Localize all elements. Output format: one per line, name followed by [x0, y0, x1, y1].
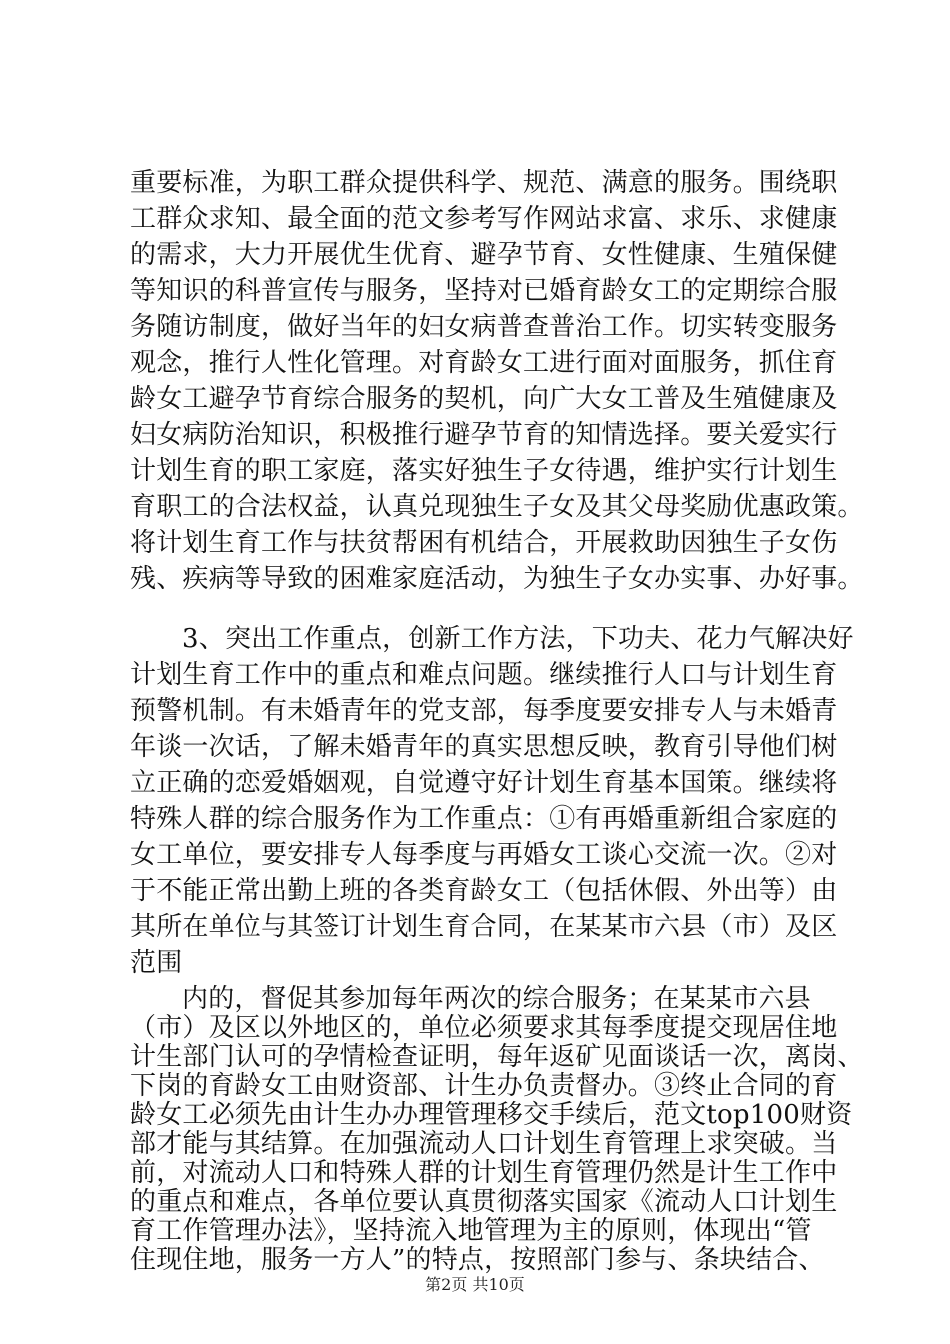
paragraph-line: 计生部门认可的孕情检查证明，每年返矿见面谈话一次，离岗、 [130, 1042, 864, 1072]
paragraph-line: 女工单位，要安排专人每季度与再婚女工谈心交流一次。②对 [130, 840, 838, 870]
page-footer: 第2页 共10页 [425, 1275, 525, 1294]
paragraph-line: 预警机制。有未婚青年的党支部，每季度要安排专人与未婚青 [130, 696, 838, 726]
paragraph-line: 将计划生育工作与扶贫帮困有机结合，开展救助因独生子女伤 [130, 528, 838, 558]
paragraph-line: 工群众求知、最全面的范文参考写作网站求富、求乐、求健康 [130, 204, 838, 234]
paragraph-line: 的需求，大力开展优生优育、避孕节育、女性健康、生殖保健 [130, 240, 838, 270]
paragraph-line: 计划生育的职工家庭，落实好独生子女待遇，维护实行计划生 [130, 456, 838, 486]
paragraph-line: 育工作管理办法》，坚持流入地管理为主的原则，体现出“管 [130, 1216, 812, 1246]
paragraph-line: 龄女工避孕节育综合服务的契机，向广大女工普及生殖健康及 [130, 384, 838, 414]
paragraph-line: 龄女工必须先由计生办办理管理移交手续后，范文top100财资 [130, 1100, 853, 1130]
paragraph-line: 内的，督促其参加每年两次的综合服务；在某某市六县 [182, 984, 811, 1014]
paragraph-line: 立正确的恋爱婚姻观，自觉遵守好计划生育基本国策。继续将 [130, 768, 838, 798]
paragraph-line: 务随访制度，做好当年的妇女病普查普治工作。切实转变服务 [130, 312, 838, 342]
paragraph-line: 重要标准，为职工群众提供科学、规范、满意的服务。围绕职 [130, 168, 838, 198]
paragraph-line: 下岗的育龄女工由财资部、计生办负责督办。③终止合同的育 [130, 1071, 838, 1101]
paragraph-line: （市）及区以外地区的，单位必须要求其每季度提交现居住地 [130, 1013, 838, 1043]
paragraph-line: 住现住地，服务一方人”的特点，按照部门参与、条块结合、 [130, 1245, 825, 1275]
paragraph-line: 3、突出工作重点，创新工作方法，下功夫、花力气解决好 [182, 624, 854, 654]
paragraph-line: 年谈一次话，了解未婚青年的真实思想反映，教育引导他们树 [130, 732, 838, 762]
paragraph-line: 部才能与其结算。在加强流动人口计划生育管理上求突破。当 [130, 1129, 838, 1159]
paragraph-line: 于不能正常出勤上班的各类育龄女工（包括休假、外出等）由 [130, 876, 838, 906]
paragraph-line: 范围 [130, 948, 183, 978]
paragraph-line: 特殊人群的综合服务作为工作重点：①有再婚重新组合家庭的 [130, 804, 838, 834]
paragraph-line: 育职工的合法权益，认真兑现独生子女及其父母奖励优惠政策。 [130, 492, 864, 522]
paragraph-line: 的重点和难点，各单位要认真贯彻落实国家《流动人口计划生 [130, 1187, 838, 1217]
paragraph-line: 妇女病防治知识，积极推行避孕节育的知情选择。要关爱实行 [130, 420, 838, 450]
paragraph-line: 观念，推行人性化管理。对育龄女工进行面对面服务，抓住育 [130, 348, 838, 378]
paragraph-line: 前，对流动人口和特殊人群的计划生育管理仍然是计生工作中 [130, 1158, 838, 1188]
paragraph-line: 等知识的科普宣传与服务，坚持对已婚育龄女工的定期综合服 [130, 276, 838, 306]
paragraph-line: 残、疾病等导致的困难家庭活动，为独生子女办实事、办好事。 [130, 564, 864, 594]
paragraph-line: 其所在单位与其签订计划生育合同，在某某市六县（市）及区 [130, 912, 838, 942]
paragraph-line: 计划生育工作中的重点和难点问题。继续推行人口与计划生育 [130, 660, 838, 690]
